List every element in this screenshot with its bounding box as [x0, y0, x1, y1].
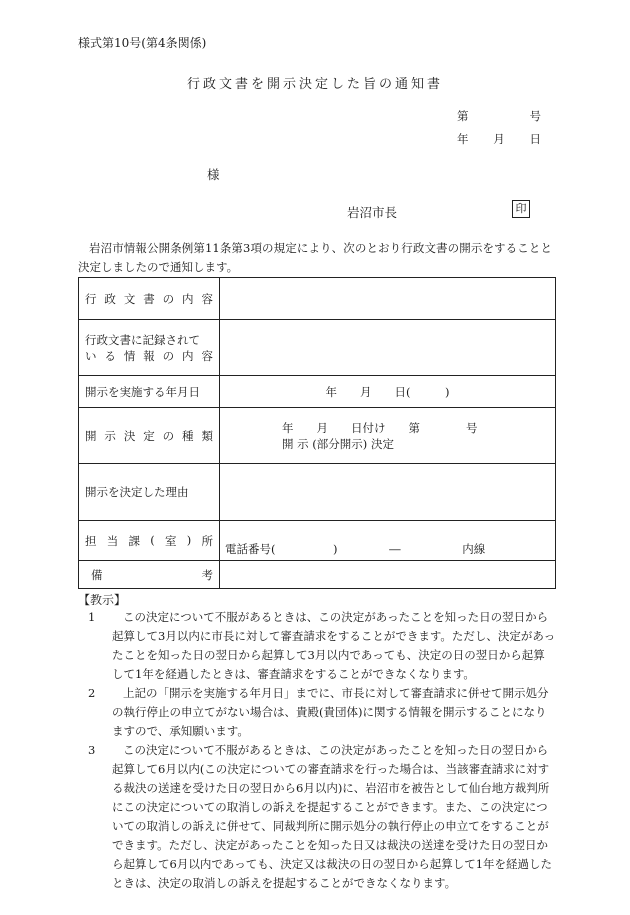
number-suffix: 号 — [529, 109, 541, 123]
label-char: 課 — [128, 533, 140, 548]
date-year: 年 — [457, 132, 469, 146]
extension-label: 内線 — [462, 542, 486, 556]
document-title: 行政文書を開示決定した旨の通知書 — [186, 77, 443, 92]
label-char: 決 — [123, 428, 136, 443]
issue-date — [457, 131, 541, 147]
label-char: 類 — [201, 428, 213, 443]
table-row-remarks — [79, 561, 556, 589]
instruction-item-1 — [82, 608, 556, 684]
intro-line-1: 岩沼市情報公開条例第11条第3項の規定により、次のとおり行政文書の開示をすることと — [89, 241, 553, 255]
value-department — [220, 521, 556, 561]
label-char: ) — [186, 532, 192, 547]
instructions-heading: 【教示】 — [78, 593, 127, 607]
seal-mark: 印 — [512, 200, 530, 218]
sender-name: 岩沼市長 — [347, 205, 398, 220]
label-char: 政 — [104, 291, 116, 306]
label-char: 種 — [182, 428, 194, 443]
decision-kind-line: 開 示 (部分開示) 決定 — [282, 436, 394, 451]
label-remarks — [79, 561, 220, 589]
form-number: 様式第10号(第4条関係) — [78, 36, 207, 50]
phone-number-label: 電話番号( ) — [225, 542, 338, 556]
label-char: の — [162, 428, 175, 443]
table-row-decision-type — [79, 408, 556, 464]
label-char: 内 — [182, 291, 194, 306]
label-char: 室 — [165, 533, 177, 548]
label-decision-reason: 開示を決定した理由 — [79, 464, 220, 521]
value-disclosure-date: 年 月 日( ) — [220, 376, 556, 408]
date-day: 日 — [529, 132, 541, 146]
label-decision-type-text — [85, 428, 213, 444]
table-row-decision-reason — [79, 464, 556, 521]
number-prefix: 第 — [457, 109, 469, 123]
label-department — [79, 521, 220, 561]
label-document-content-text — [85, 291, 213, 307]
document-number-block — [457, 108, 541, 147]
table-row-document-content — [79, 278, 556, 320]
label-department-text — [85, 533, 213, 549]
instruction-text: この決定について不服があるときは、この決定があったことを知った日の翌日から起算して6月以内(この決定についての審査請求を行った場合は、当該審査請求に対する裁決の送達を受けた日の翌日から6月以内)に、岩沼市を被告として仙台地方裁判所にこの決定についての取消しの訴えを提起することができます。また、この決定についての取消しの訴えに併せて、同裁判所に開示処分の執行停止の申立てをすることができます。ただし、決定があったことを知った日又は裁決の送達を受けた日の翌日から起算して6月以内であっても、決定又は裁決の日の翌日から起算して1年を経過したときは、決定の取消しの訴えを提起することができなくなります。 — [112, 743, 553, 890]
label-char: 担 — [85, 533, 97, 548]
label-char: 書 — [143, 291, 155, 306]
label-char: い — [85, 348, 97, 363]
value-decision-type — [220, 408, 556, 464]
label-char: の — [162, 348, 175, 363]
remarks-right-char: 考 — [201, 567, 213, 582]
label-recorded-info — [79, 320, 220, 376]
recipient-suffix: 様 — [207, 167, 220, 182]
label-char: 当 — [106, 533, 119, 548]
label-char: 情 — [123, 348, 136, 363]
label-char: 開 — [85, 428, 97, 443]
value-document-content — [220, 278, 556, 320]
intro-line-2: 決定しましたので通知します。 — [78, 260, 239, 274]
label-char: 行 — [85, 291, 97, 306]
intro-paragraph — [78, 239, 558, 277]
label-char: 容 — [201, 348, 213, 363]
label-recorded-info-line-1: 行政文書に記録されて — [85, 332, 200, 347]
instruction-number: 3 — [88, 743, 96, 757]
decision-date-line: 年 月 日付け 第 号 — [282, 420, 478, 435]
table-row-department — [79, 521, 556, 561]
value-decision-reason — [220, 464, 556, 521]
instruction-item-2 — [82, 684, 556, 741]
label-char: 所 — [201, 533, 213, 548]
label-char: の — [162, 291, 175, 306]
value-remarks — [220, 561, 556, 589]
label-char: 容 — [201, 291, 213, 306]
label-char: 内 — [182, 348, 194, 363]
instruction-number: 1 — [88, 610, 96, 624]
label-char: 報 — [143, 348, 155, 363]
table-row-recorded-info — [79, 320, 556, 376]
phone-dash: ― — [389, 542, 401, 556]
remarks-left-char: 備 — [91, 567, 103, 582]
label-char: ( — [150, 532, 155, 547]
instruction-item-3 — [82, 741, 556, 893]
label-recorded-info-line-2 — [85, 348, 213, 364]
table-row-disclosure-date — [79, 376, 556, 408]
label-char: る — [104, 348, 116, 363]
instruction-text: 上記の「開示を実施する年月日」までに、市長に対して審査請求に併せて開示処分の執行停止の申立てがない場合は、貴殿(貴団体)に関する情報を開示することになりますので、承知願います。 — [112, 686, 549, 738]
label-char: 示 — [104, 428, 116, 443]
label-document-content — [79, 278, 220, 320]
label-decision-type — [79, 408, 220, 464]
instructions-list — [82, 608, 556, 893]
label-disclosure-date: 開示を実施する年月日 — [79, 376, 220, 408]
label-char: 定 — [143, 428, 155, 443]
instruction-number: 2 — [88, 686, 96, 700]
value-recorded-info — [220, 320, 556, 376]
instruction-text: この決定について不服があるときは、この決定があったことを知った日の翌日から起算して3月以内に市長に対して審査請求をすることができます。ただし、決定があったことを知った日の翌日から起算して3月以内であっても、決定の日の翌日から起算して1年を経過したときは、審査請求をすることができなくなります。 — [112, 610, 556, 681]
date-month: 月 — [493, 132, 505, 146]
label-char: 文 — [123, 291, 136, 306]
notice-table — [78, 277, 556, 589]
